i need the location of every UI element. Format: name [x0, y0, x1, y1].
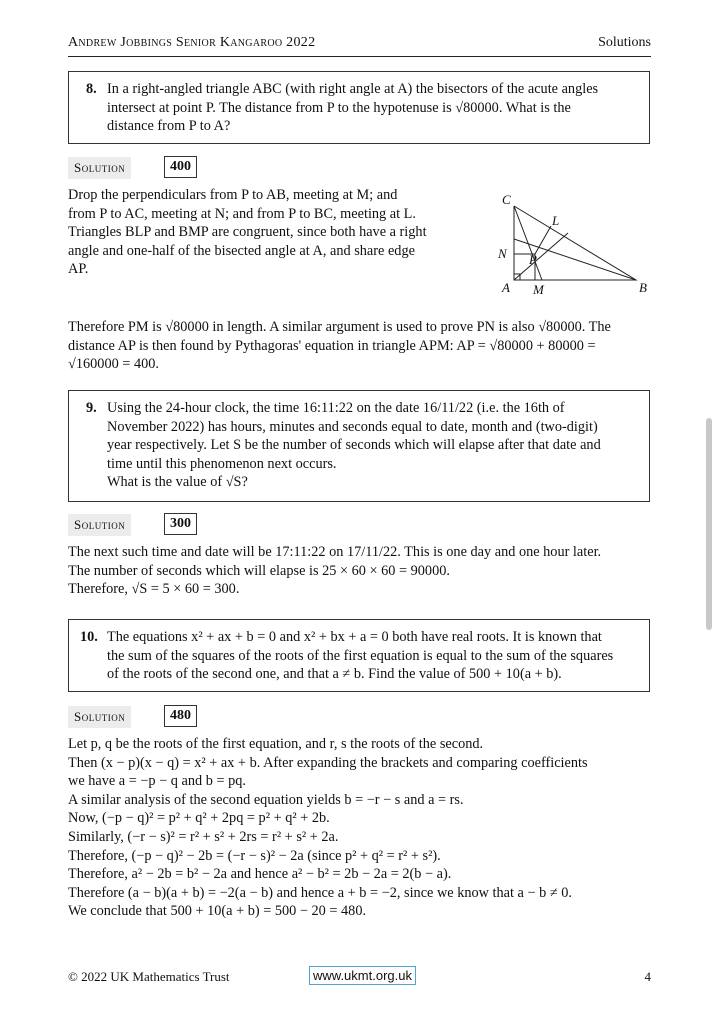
problem-text-line: distance from P to A?: [107, 118, 231, 134]
problem-text-line: Using the 24-hour clock, the time 16:11:22 on the date 16/11/22 (i.e. the 16th of: [107, 400, 565, 416]
problem-9-box: [68, 390, 650, 502]
vertical-scrollbar[interactable]: [706, 418, 712, 630]
document-header-title: Andrew Jobbings Senior Kangaroo 2022: [68, 35, 316, 50]
problem-number: 8.: [86, 81, 97, 97]
answer-box: 400: [164, 156, 197, 178]
bisector-from-a: [514, 233, 568, 280]
answer-box: 480: [164, 705, 197, 727]
label-b: B: [639, 280, 647, 295]
solution-line: √160000 = 400.: [68, 356, 159, 373]
label-a: A: [502, 280, 510, 295]
solution-line: Drop the perpendiculars from P to AB, meeting at M; and: [68, 187, 398, 203]
solution-line: The number of seconds which will elapse is 25 × 60 × 60 = 90000.: [68, 562, 450, 579]
solution-label: Solution: [68, 706, 131, 728]
problem-number: 10.: [80, 629, 98, 645]
solution-9-text: [68, 543, 654, 599]
solution-line: Therefore (a − b)(a + b) = −2(a − b) and hence a + b = −2, since we know that a − b ≠ 0.: [68, 884, 572, 901]
solution-line: from P to AC, meeting at N; and from P to BC, meeting at L.: [68, 205, 416, 222]
label-m: M: [533, 282, 544, 297]
solution-line: Similarly, (−r − s)² = r² + s² + 2rs = r² + s² + 2a.: [68, 828, 339, 845]
solution-line: angle and one-half of the bisected angle at A, and share edge: [68, 242, 415, 259]
solution-8-text: [68, 186, 478, 279]
solution-line: Then (x − p)(x − q) = x² + ax + b. After expanding the brackets and comparing coefficients: [68, 754, 588, 771]
solution-line: we have a = −p − q and b = pq.: [68, 773, 246, 790]
bisector-from-c: [514, 206, 542, 280]
problem-text-line: The equations x² + ax + b = 0 and x² + bx + a = 0 both have real roots. It is known that: [107, 629, 602, 645]
solution-line: AP.: [68, 261, 89, 278]
triangle-abc: [514, 206, 636, 280]
problem-text-line: the sum of the squares of the roots of the first equation is equal to the sum of the squares: [107, 647, 614, 664]
solution-line: Triangles BLP and BMP are congruent, since both have a right: [68, 224, 427, 241]
solution-line: distance AP is then found by Pythagoras' equation in triangle APM: AP = √80000 + 80000 =: [68, 337, 596, 354]
label-c: C: [502, 192, 511, 207]
solution-label: Solution: [68, 157, 131, 179]
document-header-section: Solutions: [598, 35, 651, 50]
triangle-diagram: [490, 188, 660, 300]
label-n: N: [498, 246, 507, 261]
label-p: P: [529, 252, 537, 267]
solution-line: Now, (−p − q)² = p² + q² + 2pq = p² + q² + 2b.: [68, 810, 330, 827]
solution-line: Therefore PM is √80000 in length. A similar argument is used to prove PN is also √80000. The: [68, 319, 611, 335]
problem-10-box: [68, 619, 650, 692]
solution-line: Therefore, √S = 5 × 60 = 300.: [68, 581, 240, 598]
solution-label: Solution: [68, 514, 131, 536]
footer-url-link[interactable]: www.ukmt.org.uk: [309, 966, 416, 985]
footer-copyright: © 2022 UK Mathematics Trust: [68, 969, 230, 984]
problem-8-box: [68, 71, 650, 144]
problem-text-line: year respectively. Let S be the number of seconds which will elapse after that date and: [107, 437, 601, 453]
page-number: 4: [644, 969, 651, 984]
solution-8-conclusion: [68, 318, 654, 374]
solution-10-text: [68, 735, 654, 921]
answer-box: 300: [164, 513, 197, 535]
solution-line: Let p, q be the roots of the first equation, and r, s the roots of the second.: [68, 736, 484, 752]
problem-text-line: November 2022) has hours, minutes and seconds equal to date, month and (two-digit): [107, 418, 598, 435]
problem-text-line: In a right-angled triangle ABC (with right angle at A) the bisectors of the acute angles: [107, 81, 599, 97]
problem-text-line: time until this phenomenon next occurs.: [107, 455, 337, 472]
solution-line: A similar analysis of the second equation yields b = −r − s and a = rs.: [68, 791, 464, 808]
solution-line: Therefore, (−p − q)² − 2b = (−r − s)² − 2a (since p² + q² = r² + s²).: [68, 847, 441, 864]
solution-line: Therefore, a² − 2b = b² − 2a and hence a² − b² = 2b − 2a = 2(b − a).: [68, 866, 452, 883]
problem-text-line: intersect at point P. The distance from P to the hypotenuse is √80000. What is the: [107, 99, 571, 116]
problem-text-line: What is the value of √S?: [107, 474, 248, 490]
label-l: L: [552, 213, 560, 228]
problem-number: 9.: [86, 400, 97, 416]
solution-line: We conclude that 500 + 10(a + b) = 500 − 20 = 480.: [68, 903, 367, 920]
problem-text-line: of the roots of the second one, and that a ≠ b. Find the value of 500 + 10(a + b).: [107, 666, 562, 682]
header-rule: [68, 56, 651, 57]
solution-line: The next such time and date will be 17:11:22 on 17/11/22. This is one day and one hour later.: [68, 544, 602, 560]
